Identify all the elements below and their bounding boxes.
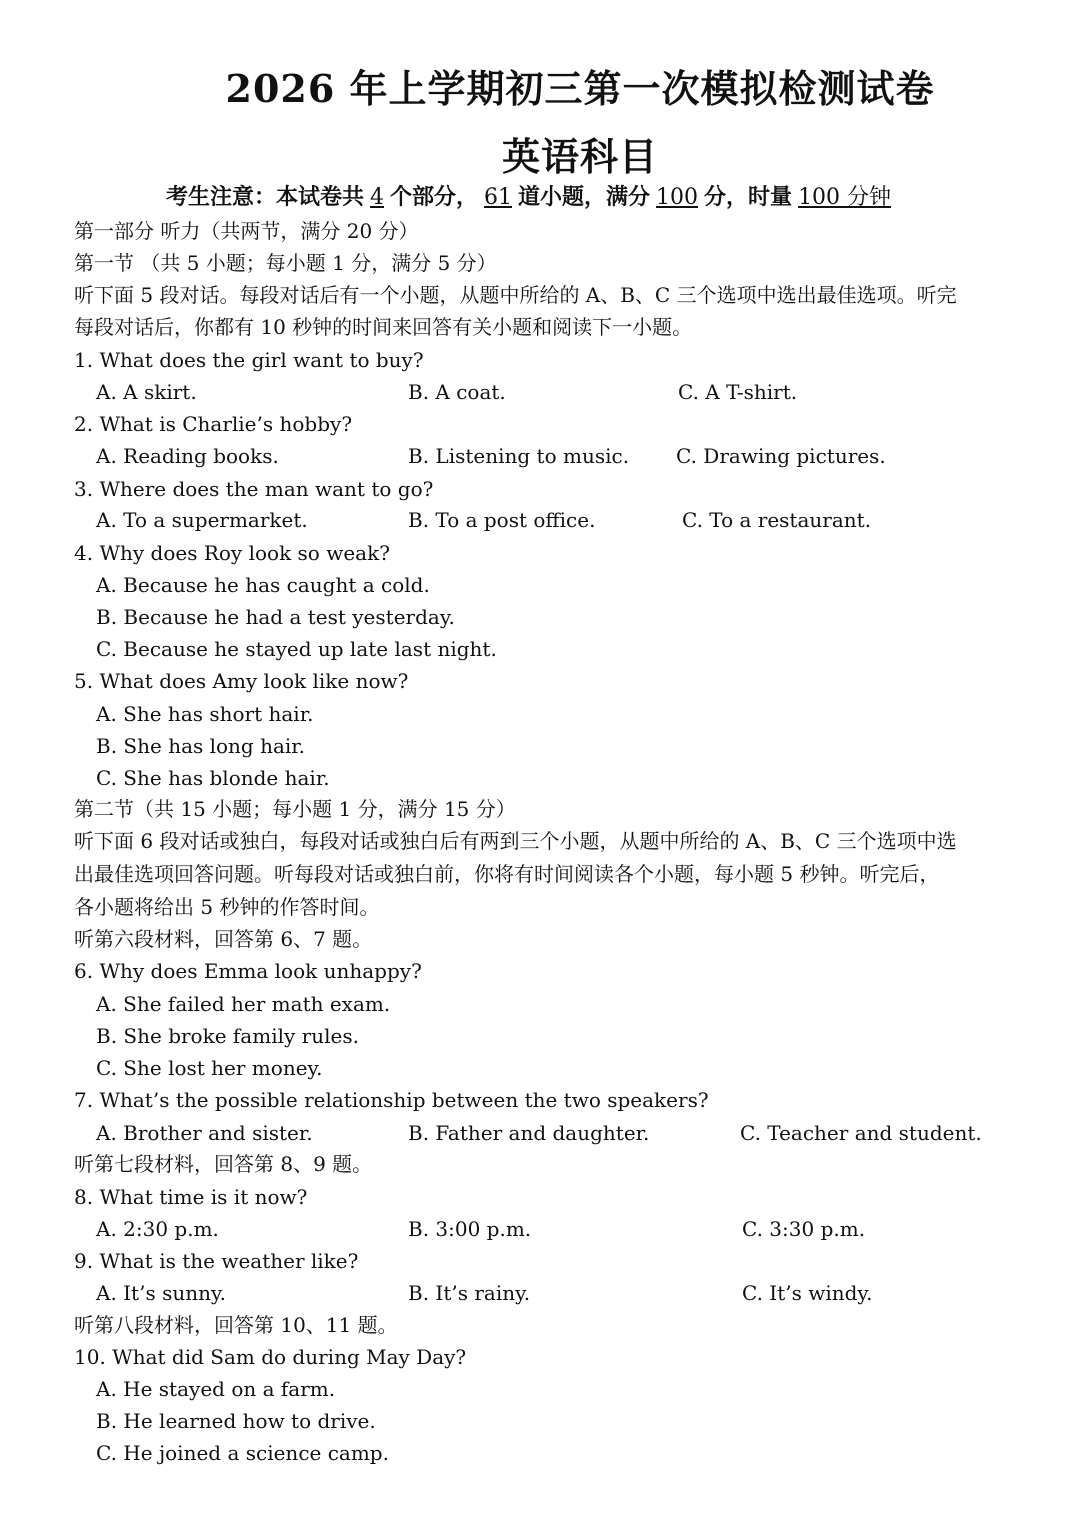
notice-parts: 4	[370, 185, 385, 210]
q2-option-c: C. Drawing pictures.	[676, 444, 886, 468]
section2-intro-line2: 出最佳选项回答问题。听每段对话或独白前，你将有时间阅读各个小题，每小题 5 秒钟。听完后，	[74, 862, 940, 886]
question-2: 2. What is Charlie’s hobby?	[74, 412, 353, 436]
q3-option-c: C. To a restaurant.	[682, 508, 872, 532]
question-9: 9. What is the weather like?	[74, 1249, 359, 1273]
q5-option-a: A. She has short hair.	[96, 702, 314, 726]
material-7-instruction: 听第七段材料，回答第 8、9 题。	[74, 1152, 373, 1176]
q6-option-a: A. She failed her math exam.	[96, 992, 391, 1016]
notice-mid1: 个部分，	[390, 184, 479, 210]
q1-option-b: B. A coat.	[408, 380, 506, 404]
notice-time: 100 分钟	[798, 185, 892, 210]
q3-option-b: B. To a post office.	[408, 508, 596, 532]
part1-title: 第一部分 听力（共两节，满分 20 分）	[74, 219, 419, 243]
q6-option-b: B. She broke family rules.	[96, 1024, 359, 1048]
section2-title: 第二节（共 15 小题；每小题 1 分，满分 15 分）	[74, 797, 516, 821]
q8-option-c: C. 3:30 p.m.	[742, 1217, 866, 1241]
q9-option-b: B. It’s rainy.	[408, 1281, 531, 1305]
exam-subject: 英语科目	[501, 134, 658, 179]
question-7: 7. What’s the possible relationship between the two speakers?	[74, 1088, 709, 1112]
question-8: 8. What time is it now?	[74, 1185, 308, 1209]
q10-option-a: A. He stayed on a farm.	[96, 1377, 336, 1401]
q5-option-c: C. She has blonde hair.	[96, 766, 330, 790]
notice-questions: 61	[484, 185, 513, 210]
q7-option-c: C. Teacher and student.	[740, 1121, 982, 1145]
q8-option-a: A. 2:30 p.m.	[96, 1217, 219, 1241]
question-5: 5. What does Amy look like now?	[74, 669, 409, 693]
q4-option-b: B. Because he had a test yesterday.	[96, 605, 455, 629]
material-8-instruction: 听第八段材料，回答第 10、11 题。	[74, 1313, 398, 1337]
q5-option-b: B. She has long hair.	[96, 734, 306, 758]
question-3: 3. Where does the man want to go?	[74, 477, 434, 501]
q6-option-c: C. She lost her money.	[96, 1056, 323, 1080]
q2-option-b: B. Listening to music.	[408, 444, 630, 468]
q10-option-c: C. He joined a science camp.	[96, 1441, 389, 1465]
section2-intro-line3: 各小题将给出 5 秒钟的作答时间。	[74, 895, 380, 919]
q7-option-b: B. Father and daughter.	[408, 1121, 650, 1145]
q3-option-a: A. To a supermarket.	[96, 508, 308, 532]
q9-option-a: A. It’s sunny.	[96, 1281, 226, 1305]
q2-option-a: A. Reading books.	[96, 444, 279, 468]
q1-option-a: A. A skirt.	[96, 380, 197, 404]
notice-mid3: 分，时量	[704, 184, 793, 210]
exam-title: 2026 年上学期初三第一次模拟检测试卷	[225, 66, 935, 111]
q10-option-b: B. He learned how to drive.	[96, 1409, 376, 1433]
notice-prefix: 考生注意：本试卷共	[166, 184, 365, 210]
notice-mid2: 道小题，满分	[518, 184, 651, 210]
question-6: 6. Why does Emma look unhappy?	[74, 959, 422, 983]
q4-option-a: A. Because he has caught a cold.	[96, 573, 430, 597]
q4-option-c: C. Because he stayed up late last night.	[96, 637, 497, 661]
material-6-instruction: 听第六段材料，回答第 6、7 题。	[74, 927, 373, 951]
section1-title: 第一节 （共 5 小题；每小题 1 分，满分 5 分）	[74, 251, 497, 275]
q1-option-c: C. A T-shirt.	[678, 380, 798, 404]
notice-score: 100	[656, 185, 699, 210]
question-4: 4. Why does Roy look so weak?	[74, 541, 390, 565]
q9-option-c: C. It’s windy.	[742, 1281, 873, 1305]
section1-intro-line1: 听下面 5 段对话。每段对话后有一个小题，从题中所给的 A、B、C 三个选项中选出最佳选项。听完	[74, 283, 957, 307]
exam-notice	[166, 180, 897, 211]
question-10: 10. What did Sam do during May Day?	[74, 1345, 467, 1369]
section1-intro-line2: 每段对话后，你都有 10 秒钟的时间来回答有关小题和阅读下一小题。	[74, 315, 693, 339]
q7-option-a: A. Brother and sister.	[96, 1121, 313, 1145]
question-1: 1. What does the girl want to buy?	[74, 348, 424, 372]
section2-intro-line1: 听下面 6 段对话或独白，每段对话或独白后有两到三个小题，从题中所给的 A、B、C 三个选项中选	[74, 829, 957, 853]
q8-option-b: B. 3:00 p.m.	[408, 1217, 532, 1241]
